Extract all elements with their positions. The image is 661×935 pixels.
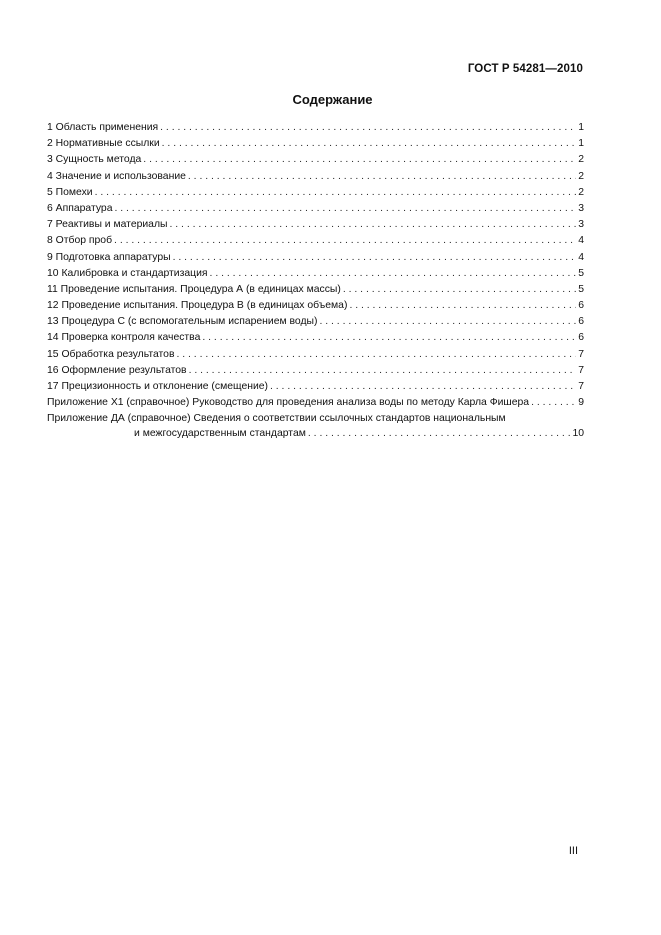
toc-dot-leader: [95, 185, 577, 201]
toc-entry[interactable]: [47, 152, 584, 168]
toc-entry-appendix-da-line1: [47, 411, 584, 426]
toc-entry-label: и межгосударственным стандартам: [134, 428, 306, 440]
toc-entry[interactable]: [47, 233, 584, 249]
toc-entry-page: 5: [578, 283, 584, 295]
toc-entry[interactable]: [47, 120, 584, 136]
toc-entry-label: 11 Проведение испытания. Процедура А (в единицах массы): [47, 283, 341, 295]
toc-entry-page: 9: [578, 397, 584, 409]
toc-dot-leader: [349, 298, 576, 314]
toc-dot-leader: [202, 330, 576, 346]
toc-entry-label: 2 Нормативные ссылки: [47, 138, 160, 150]
toc-dot-leader: [319, 314, 576, 330]
toc-entry-page: 4: [578, 235, 584, 247]
toc-entry-page: 1: [578, 122, 584, 133]
toc-entry-label: 5 Помехи: [47, 186, 93, 198]
toc-entry[interactable]: [47, 266, 584, 282]
toc-dot-leader: [114, 201, 576, 217]
toc-dot-leader: [160, 120, 576, 136]
toc-dot-leader: [210, 266, 577, 282]
toc-entry[interactable]: [47, 379, 584, 395]
toc-dot-leader: [114, 233, 576, 249]
toc-entry-page: 7: [578, 348, 584, 360]
toc-entry-page: 7: [578, 381, 584, 392]
toc-entry[interactable]: [47, 282, 584, 298]
toc-dot-leader: [170, 217, 577, 233]
toc-entry-label: 3 Сущность метода: [47, 154, 142, 166]
toc-entry-label: 7 Реактивы и материалы: [47, 219, 168, 231]
toc-entry-label: 10 Калибровка и стандартизация: [47, 267, 208, 279]
toc-entry[interactable]: [47, 330, 584, 346]
table-of-contents: [47, 120, 584, 443]
toc-entry-page: 5: [578, 267, 584, 279]
toc-entry[interactable]: [47, 169, 584, 185]
page-number: III: [568, 845, 578, 857]
toc-dot-leader: [189, 363, 577, 379]
toc-entry-appendix-da-line2: [47, 426, 584, 442]
toc-entry-label: 8 Отбор проб: [47, 235, 113, 247]
toc-entry-page: 7: [578, 364, 584, 376]
toc-entry-page: 6: [578, 316, 584, 328]
toc-entry-page: 3: [578, 202, 584, 214]
toc-entry-label: 4 Значение и использование: [47, 170, 186, 182]
toc-entry-label: 14 Проверка контроля качества: [47, 332, 201, 344]
toc-entry-page: 3: [578, 219, 584, 231]
toc-entry-appendix-x1[interactable]: [47, 395, 584, 411]
toc-entry-page: 6: [578, 332, 584, 344]
toc-entry-page: 10: [572, 428, 584, 440]
toc-dot-leader: [531, 395, 576, 411]
toc-entry[interactable]: [47, 136, 584, 152]
toc-entry[interactable]: [47, 298, 584, 314]
toc-entry-page: 1: [578, 138, 584, 150]
toc-entry[interactable]: [47, 185, 584, 201]
document-code: ГОСТ Р 54281—2010: [467, 63, 583, 75]
toc-entry-label: Приложение Х1 (справочное) Руководство для проведения анализа воды по методу Карла Фишера: [47, 397, 530, 409]
toc-dot-leader: [173, 250, 577, 266]
toc-entry[interactable]: [47, 250, 584, 266]
toc-entry-page: 2: [578, 186, 584, 198]
toc-dot-leader: [343, 282, 576, 298]
toc-dot-leader: [308, 426, 571, 442]
toc-dot-leader: [176, 347, 576, 363]
toc-entry-page: 6: [578, 300, 584, 312]
toc-entry[interactable]: [47, 314, 584, 330]
toc-entry[interactable]: [47, 347, 584, 363]
toc-entry-page: 2: [578, 170, 584, 182]
toc-entry[interactable]: [47, 217, 584, 233]
toc-entry-label: 15 Обработка результатов: [47, 348, 175, 360]
toc-entry[interactable]: [47, 201, 584, 217]
toc-entry[interactable]: [47, 363, 584, 379]
toc-entry-label: 16 Оформление результатов: [47, 364, 187, 376]
toc-entry-page: 4: [578, 251, 584, 263]
toc-entry-label: 1 Область применения: [47, 122, 159, 133]
toc-entry-label: 12 Проведение испытания. Процедура В (в единицах объема): [47, 300, 348, 312]
toc-title: Содержание: [292, 92, 373, 107]
toc-entry-label: 13 Процедура С (с вспомогательным испарением воды): [47, 316, 318, 328]
toc-entry-label: 17 Прецизионность и отклонение (смещение): [47, 381, 268, 392]
toc-dot-leader: [162, 136, 577, 152]
toc-entry-appendix-da[interactable]: [47, 411, 584, 442]
toc-entry-label: 9 Подготовка аппаратуры: [47, 251, 171, 263]
toc-dot-leader: [143, 152, 576, 168]
toc-dot-leader: [270, 379, 576, 395]
toc-dot-leader: [188, 169, 576, 185]
toc-entry-label: Приложение ДА (справочное) Сведения о соответствии ссылочных стандартов национальным: [47, 413, 506, 425]
toc-entry-page: 2: [578, 154, 584, 166]
toc-entry-label: 6 Аппаратура: [47, 202, 113, 214]
